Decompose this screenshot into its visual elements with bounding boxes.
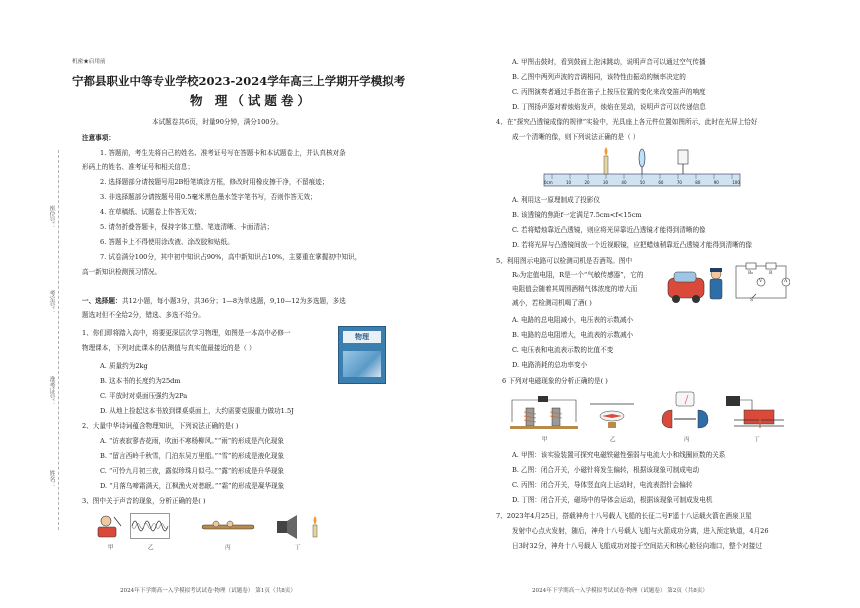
ruler-tick: 60 bbox=[658, 180, 664, 185]
margin-room-label: 考室号： bbox=[48, 290, 55, 314]
circuit-label: A bbox=[784, 279, 788, 284]
page-footer: 2024年下学期高一入学模拟考试试卷·物理（试题卷） 第2页（共8页） bbox=[532, 588, 708, 594]
compass-wire-icon bbox=[586, 392, 638, 432]
q5-stem: 5、利用图示电路可以检测司机是否酒驾。图中 bbox=[496, 257, 633, 265]
q6-fig-label: 丁 bbox=[754, 437, 760, 443]
q1-option: A. 质量约为2kg bbox=[100, 362, 148, 370]
circuit-figure bbox=[732, 262, 790, 304]
flute-figure bbox=[198, 517, 258, 537]
optical-bench-figure bbox=[542, 144, 742, 190]
right-page bbox=[430, 0, 860, 608]
ruler-tick: 90 bbox=[713, 180, 719, 185]
exam-subject: 物 理（试题卷） bbox=[190, 93, 314, 108]
q2-option: B. “留言西岭千秋雪，门泊东吴万里船。”“雪”的形成是液化现象 bbox=[100, 452, 285, 460]
notice-item: 4. 在草稿纸、试题卷上作答无效； bbox=[100, 208, 201, 216]
q2-option: D. “月落乌啼霜满天，江枫渔火对愁眠。”“霜”的形成是凝华现象 bbox=[100, 482, 285, 490]
ruler-tick: 20 bbox=[584, 180, 590, 185]
section-title: 一、选择题： bbox=[82, 297, 122, 305]
q7-line: 发射中心点火发射，随后，神舟十八号载人飞船与火箭成功分离，进入预定轨道，4月26 bbox=[512, 527, 769, 535]
q5-stem: 减小，若检测司机喝了酒( ) bbox=[512, 299, 592, 307]
ruler-tick: 80 bbox=[695, 180, 701, 185]
notice-item: 高一新知识检测预习情况。 bbox=[82, 268, 162, 276]
q6-fig-label: 甲 bbox=[542, 437, 548, 443]
margin-ticket-label: 准考证号： bbox=[48, 376, 55, 406]
q2-stem: 2、大量中华诗词蕴含物理知识，下列说法正确的是( ) bbox=[82, 422, 239, 430]
q1-option: C. 平放时对桌面压强约为2Pa bbox=[100, 392, 188, 400]
notice-title: 注意事项： bbox=[82, 134, 115, 142]
q3-fig-label: 丁 bbox=[295, 545, 301, 551]
circuit-label: S bbox=[750, 298, 754, 303]
q2-option: A. “访表寂寥杏花雨，吹面不寒杨柳风。”“雨”的形成是汽化现象 bbox=[100, 437, 284, 445]
exam-title: 宁都县职业中等专业学校2023-2024学年高三上学期开学模拟考 bbox=[72, 74, 406, 88]
ruler-tick: 50 bbox=[639, 180, 645, 185]
q4-stem: 成一个清晰的像，则下列说法正确的是（ ） bbox=[512, 133, 640, 141]
notice-item: 1. 答题前，考生先将自己的姓名、准考证号写在答题卡和本试题卷上，并认真核对条 bbox=[100, 149, 346, 157]
q5-option: D. 电路消耗的总功率变小 bbox=[512, 361, 588, 369]
margin-seat-label: 座位号： bbox=[48, 205, 55, 229]
ruler-tick: 10 bbox=[566, 180, 572, 185]
q1-option: D. 从地上捡起这本书放到课桌桌面上，大约需要克服重力做功1.5J bbox=[100, 407, 294, 415]
ruler-tick-labels bbox=[544, 180, 740, 186]
q7-line: 7、2023年4月25日，搭载神舟十八号载人飞船的长征二号F遥十八运载火箭在酒泉卫星 bbox=[496, 512, 752, 520]
q1-stem: 物理课本，下列对此课本的估测值与真实值最接近的是（ ） bbox=[82, 344, 256, 352]
sound-wave-icon bbox=[130, 513, 170, 539]
notice-item: 5. 请勿折叠答题卡，保持字体工整、笔迹清晰、卡面清洁； bbox=[100, 223, 274, 231]
q2-option: C. “可怜九月初三夜，露似珍珠月似弓。”“露”的形成是升华现象 bbox=[100, 467, 285, 475]
q3-option: A. 甲图击鼓时，看到鼓面上泡沫跳动，说明声音可以通过空气传播 bbox=[512, 58, 706, 66]
q6-option: C. 丙图：闭合开关，导体竖直向上运动时，电流表指针会偏转 bbox=[512, 481, 693, 489]
ruler-tick: 100 bbox=[732, 180, 740, 185]
q7-line: 日3时32分，神舟十八号载人飞船成功对接于空间站天和核心舱径向端口，整个对接过 bbox=[512, 542, 762, 550]
drum-figure bbox=[94, 513, 124, 539]
confidential-mark: 机密★启用前 bbox=[72, 59, 106, 65]
book-cover-art bbox=[343, 351, 381, 377]
exam-intro: 本试题卷共6页，时量90分钟，满分100分。 bbox=[152, 118, 283, 126]
oersted-figure bbox=[586, 392, 638, 432]
q6-fig-label: 乙 bbox=[610, 437, 616, 443]
police-car-figure bbox=[666, 262, 728, 306]
circuit-label: R bbox=[769, 271, 773, 276]
notice-item: 6. 答题卡上不得使用涂改液、涂改胶和贴纸。 bbox=[100, 238, 234, 246]
q6-option: D. 丁图：闭合开关，磁场中的导体会运动，根据该现象可制成发电机 bbox=[512, 496, 713, 504]
notice-item: 7. 试卷满分100分，其中初中知识占90%，高中新知识占10%，主要重在掌握初中知识， bbox=[100, 253, 362, 261]
q3-fig-label: 丙 bbox=[225, 545, 231, 551]
breathalyzer-scene-icon bbox=[666, 262, 728, 306]
induction-figure bbox=[656, 390, 714, 432]
q3-stem: 3、图中关于声音的现象，分析正确的是( ) bbox=[82, 497, 206, 505]
q4-stem: 4、在“探究凸透镜成像的规律”实验中，光具座上各元件位置如图所示，此时在光屏上恰好 bbox=[496, 118, 758, 126]
q3-option: B. 乙图中两列声波的音调相同，该特性由振动的频率决定的 bbox=[512, 73, 686, 81]
electromagnet-figure bbox=[508, 392, 580, 432]
q6-fig-label: 丙 bbox=[684, 437, 690, 443]
notice-item: 3. 非选择题部分请按题号用0.5毫米黑色墨水签字笔书写，否则作答无效； bbox=[100, 193, 317, 201]
q3-fig-label: 乙 bbox=[148, 545, 154, 551]
q6-stem: 6 下列对电磁现象的分析正确的是( ) bbox=[502, 377, 608, 385]
circuit-label: R₀ bbox=[748, 271, 754, 276]
circuit-label: V bbox=[759, 279, 763, 284]
drum-icon bbox=[94, 513, 124, 539]
q5-stem: R₀为定值电阻，R是一个“气敏传感器”，它的 bbox=[512, 271, 644, 279]
q4-option: A. 利用这一原理制成了投影仪 bbox=[512, 196, 601, 204]
notice-item: 形码上的姓名、准考证号和相关信息； bbox=[82, 163, 195, 171]
q4-option: B. 该透镜的焦距f一定满足7.5cm<f<15cm bbox=[512, 211, 642, 219]
ruler-tick: 0cm bbox=[544, 180, 553, 185]
q3-option: D. 丁图扬声器对着烛焰发声，烛焰在晃动，说明声音可以传递信息 bbox=[512, 103, 706, 111]
section-desc-line: 共12小题，每小题3分，共36分；1—8为单选题，9,10—12为多选题，多选 bbox=[122, 297, 346, 305]
wave-figure bbox=[130, 513, 170, 539]
ruler-tick: 40 bbox=[621, 180, 627, 185]
notice-item: 2. 选择题部分请按题号用2B铅笔填涂方框，修改时用橡皮擦干净，不留痕迹； bbox=[100, 178, 329, 186]
section-desc-line: 题选对但不全给2分，错选、多选不给分。 bbox=[82, 311, 205, 319]
ruler-tick: 30 bbox=[602, 180, 609, 185]
electromagnet-icon bbox=[508, 392, 580, 432]
q3-fig-label: 甲 bbox=[108, 545, 114, 551]
book-label: 物理 bbox=[343, 331, 381, 343]
q5-stem: 电阻值会随着其周围酒精气体浓度的增大而 bbox=[512, 285, 638, 293]
physics-book-image bbox=[338, 326, 386, 384]
ruler-tick: 70 bbox=[676, 180, 682, 185]
q4-option: C. 若将蜡烛靠近凸透镜，则应将光屏靠近凸透镜才能得到清晰的像 bbox=[512, 226, 706, 234]
binding-margin-line bbox=[58, 150, 59, 530]
motor-rail-icon bbox=[722, 392, 788, 432]
q4-option: D. 若将光屏与凸透镜间放一个近视眼镜，应把蜡烛稍靠近凸透镜才能得到清晰的像 bbox=[512, 241, 753, 249]
q1-stem: 1、你们即将踏入高中，将要更深层次学习物理，如图是一本高中必修一 bbox=[82, 329, 291, 337]
speaker-figure bbox=[275, 513, 325, 539]
q6-option: B. 乙图：闭合开关，小磁针将发生偏转，根据该现象可制成电动 bbox=[512, 466, 700, 474]
page-footer: 2024年下学期高一入学模拟考试试卷·物理（试题卷） 第1页（共8页） bbox=[120, 588, 296, 594]
magnet-galvanometer-icon bbox=[656, 390, 714, 432]
flute-icon bbox=[198, 517, 258, 537]
q5-option: A. 电路的总电阻减小，电压表的示数减小 bbox=[512, 316, 634, 324]
motor-figure bbox=[722, 392, 788, 432]
speaker-candle-icon bbox=[275, 513, 325, 539]
q1-option: B. 这本书的长度约为25dm bbox=[100, 377, 181, 385]
q5-option: C. 电压表和电流表示数的比值不变 bbox=[512, 346, 614, 354]
margin-name-label: 姓名： bbox=[48, 470, 55, 488]
q3-option: C. 丙图演奏者通过手指在笛子上按压位置的变化来改变笛声的响度 bbox=[512, 88, 706, 96]
q5-option: B. 电路的总电阻增大，电流表的示数减小 bbox=[512, 331, 634, 339]
q6-option: A. 甲图：该实验装置可探究电磁铁磁性强弱与电流大小和线圈匝数的关系 bbox=[512, 451, 726, 459]
